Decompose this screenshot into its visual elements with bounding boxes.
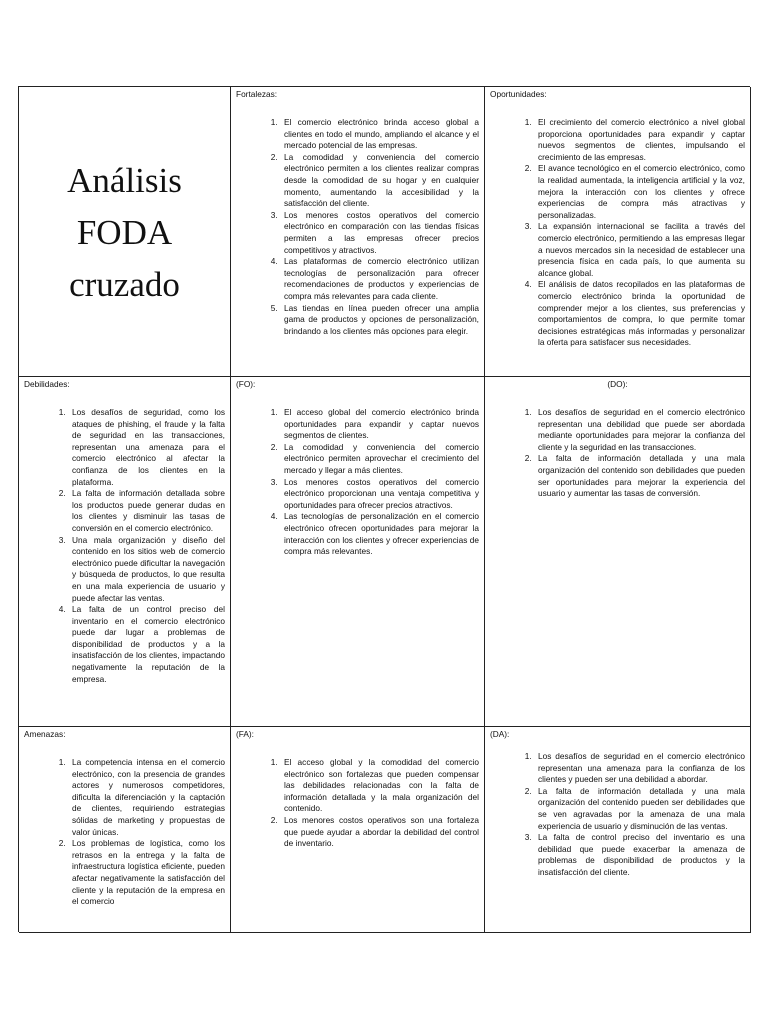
list-fo	[236, 407, 479, 558]
list-item: 2. La falta de información detallada sobre los productos puede generar dudas en los clientes y disminuir las tasas de conversión en el comercio electrónico.	[68, 488, 225, 534]
heading-da: (DA):	[490, 729, 510, 739]
title-line-1: Análisis	[67, 160, 182, 200]
title-line-3: cruzado	[69, 264, 180, 304]
list-item: 2. La comodidad y conveniencia del comercio electrónico permiten aprovechar el crecimiento del mercado y llegar a más clientes.	[280, 442, 479, 477]
title-cell	[19, 87, 231, 377]
list-item: 2. Los problemas de logística, como los retrasos en la entrega y la falta de infraestructura logística eficiente, pueden afectar negativamente la satisfacción del cliente y la reputación de la empresa en el comercio	[68, 838, 225, 908]
list-da	[490, 751, 745, 879]
list-item: 4. Las tecnologías de personalización en el comercio electrónico ofrecen oportunidades para mejorar la interacción con los clientes y ofrecer experiencias de compra más relevantes.	[280, 511, 479, 557]
cell-debilidades	[19, 377, 231, 727]
cell-fa	[231, 727, 485, 933]
list-item: 1. El comercio electrónico brinda acceso global a clientes en todo el mundo, ampliando el alcance y el mercado potencial de las empresas.	[280, 117, 479, 152]
heading-do: (DO):	[607, 379, 628, 389]
cell-da	[485, 727, 751, 933]
list-item: 2. Los menores costos operativos son una fortaleza que puede ayudar a abordar la debilidad del control de inventario.	[280, 815, 479, 850]
list-item: 4. Las plataformas de comercio electrónico utilizan tecnologías de personalización para ofrecer recomendaciones de productos y experiencias de compra más relevantes para cada cliente.	[280, 256, 479, 302]
cell-oportunidades	[485, 87, 751, 377]
cell-amenazas	[19, 727, 231, 933]
list-item: 3. La expansión internacional se facilita a través del comercio electrónico, permitiendo a las empresas llegar a nuevos mercados sin la necesidad de establecer una presencia física en cada país, lo que aumenta su alcance global.	[534, 221, 745, 279]
list-item: 1. Los desafíos de seguridad en el comercio electrónico representan una amenaza para la confianza de los clientes y pueden ser una debilidad a abordar.	[534, 751, 745, 786]
list-item: 1. Los desafíos de seguridad en el comercio electrónico representan una debilidad que puede ser abordada mediante oportunidades para mejorar la confianza del cliente y la seguridad en las transacciones.	[534, 407, 745, 453]
list-fortalezas	[236, 117, 479, 337]
cell-do	[485, 377, 751, 727]
list-do	[490, 407, 745, 500]
list-item: 1. El acceso global y la comodidad del comercio electrónico son fortalezas que pueden compensar las debilidades relacionadas con la falta de información detallada y la mala organización del contenido.	[280, 757, 479, 815]
cell-fo	[231, 377, 485, 727]
heading-fo: (FO):	[236, 379, 256, 389]
list-item: 2. La comodidad y conveniencia del comercio electrónico permiten a los clientes realizar compras desde la comodidad de su hogar y en cualquier momento, aumentando la accesibilidad y la satisfacción del cliente.	[280, 152, 479, 210]
document-title	[67, 155, 182, 311]
list-item: 4. La falta de un control preciso del inventario en el comercio electrónico puede dar lugar a problemas de disponibilidad de productos y a la insatisfacción de los clientes, impactando negativamente la reputación de la empresa.	[68, 604, 225, 685]
list-item: 5. Las tiendas en línea pueden ofrecer una amplia gama de productos y opciones de personalización, brindando a los clientes más opciones para elegir.	[280, 303, 479, 338]
list-debilidades	[24, 407, 225, 685]
list-item: 2. El avance tecnológico en el comercio electrónico, como la realidad aumentada, la inteligencia artificial y la voz, mejora la interacción con los clientes y ofrece experiencias de compra más atractivas y personalizadas.	[534, 163, 745, 221]
list-item: 4. El análisis de datos recopilados en las plataformas de comercio electrónico brinda la oportunidad de comprender mejor a los clientes, sus preferencias y comportamientos de compra, lo que permite tomar decisiones estratégicas más informadas y personalizar la oferta para satisfacer sus necesidades.	[534, 279, 745, 349]
heading-oportunidades: Oportunidades:	[490, 89, 547, 99]
list-item: 1. El acceso global del comercio electrónico brinda oportunidades para expandir y captar nuevos segmentos de clientes.	[280, 407, 479, 442]
cell-fortalezas	[231, 87, 485, 377]
list-item: 3. Los menores costos operativos del comercio electrónico en comparación con las tiendas físicas permiten a las empresas ofrecer precios competitivos y atractivos.	[280, 210, 479, 256]
list-item: 1. La competencia intensa en el comercio electrónico, con la presencia de grandes actores y numerosos competidores, dificulta la diferenciación y la captación de clientes, requiriendo estrategias sólidas de marketing y propuestas de valor únicas.	[68, 757, 225, 838]
list-item: 2. La falta de información detallada y una mala organización del contenido son debilidades que pueden ser oportunidades para mejorar la experiencia del usuario y aumentar las tasas de conversión.	[534, 453, 745, 499]
title-line-2: FODA	[76, 212, 173, 252]
list-item: 2. La falta de información detallada y una mala organización del contenido pueden ser debilidades que se ven agravadas por la amenaza de una mala experiencia de usuario y disminución de las ventas.	[534, 786, 745, 832]
heading-fa: (FA):	[236, 729, 254, 739]
list-oportunidades	[490, 117, 745, 349]
list-item: 3. Los menores costos operativos del comercio electrónico proporcionan una ventaja competitiva y oportunidades para ofrecer precios atractivos.	[280, 477, 479, 512]
list-item: 1. El crecimiento del comercio electrónico a nivel global proporciona oportunidades para expandir y captar nuevos segmentos de clientes, impulsando el crecimiento de las empresas.	[534, 117, 745, 163]
foda-matrix-table	[18, 86, 750, 932]
list-item: 1. Los desafíos de seguridad, como los ataques de phishing, el fraude y la falta de seguridad en las transacciones, representan una amenaza para el comercio electrónico al afectar la confianza de los clientes en la plataforma.	[68, 407, 225, 488]
list-amenazas	[24, 757, 225, 908]
list-item: 3. Una mala organización y diseño del contenido en los sitios web de comercio electrónico puede dificultar la navegación y búsqueda de productos, lo que resulta en una mala experiencia de usuario y puede afectar las ventas.	[68, 535, 225, 605]
heading-fortalezas: Fortalezas:	[236, 89, 278, 99]
heading-amenazas: Amenazas:	[24, 729, 66, 739]
heading-debilidades: Debilidades:	[24, 379, 70, 389]
list-fa	[236, 757, 479, 850]
list-item: 3. La falta de control preciso del inventario es una debilidad que puede exacerbar la amenaza de problemas de disponibilidad de productos y la insatisfacción del cliente.	[534, 832, 745, 878]
